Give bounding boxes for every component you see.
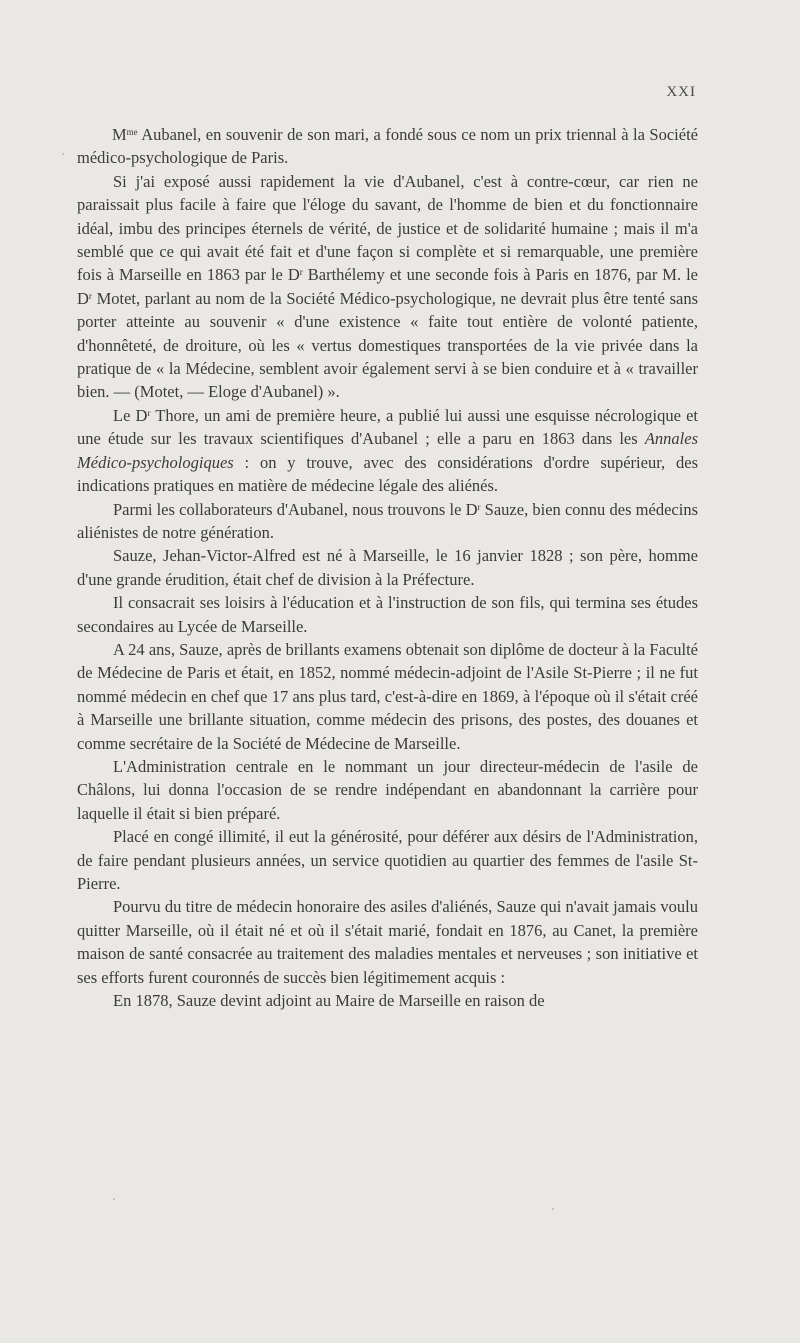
paragraph [77,404,698,498]
paragraph [77,170,698,404]
text-run: Si j'ai exposé aussi rapidement la vie d'Aubanel, c'est à contre-cœur, car rien ne paraissait plus facile à faire que l'éloge du savant, de l'homme de bien et du fonctionnaire idéal, imbu des principes éternels de vérité, de justice et de solidarité humaine ; mais il m'a semblé que ce qui avait été fait et d'une façon si complète et si remarquable, une première fois à Marseille en 1863 par le D [77,171,698,285]
paper-speck [552,1208,554,1210]
text-run: Sauze, Jehan-Victor-Alfred est né à Marseille, le 16 janvier 1828 ; son père, homme d'une grande érudition, était chef de division à la Préfecture. [77,546,698,589]
text-run: Barthélemy et une seconde fois à Paris en 1876, par M. le D [77,265,698,308]
text-run: Placé en congé illimité, il eut la générosité, pour déférer aux désirs de l'Administration, de faire pendant plusieurs années, un service quotidien au quartier des femmes de l'asile St-Pierre. [77,827,698,893]
text-run: Il consacrait ses loisirs à l'éducation et à l'instruction de son fils, qui termina ses études secondaires au Lycée de Marseille. [77,593,698,636]
paragraph [77,895,698,989]
superscript: r [88,290,92,301]
text-run: Parmi les collaborateurs d'Aubanel, nous trouvons le D [113,499,478,519]
superscript: r [477,501,481,512]
text-run: L'Administration centrale en le nommant un jour directeur-médecin de l'asile de Châlons, lui donna l'occasion de se rendre indépendant en abandonnant la carrière pour laquelle il était si bien préparé. [77,756,698,823]
paragraph [77,989,698,1012]
text-run: : on y trouve, avec des considérations d'ordre supérieur, des indications pratiques en matière de médecine légale des aliénés. [77,452,698,496]
paper-speck [62,153,64,155]
page-number: XXI [666,84,696,100]
paragraph [77,498,698,545]
superscript: me [126,127,138,137]
paragraph [77,755,698,825]
text-run: Motet, parlant au nom de la Société Médico-psychologique, ne devrait plus être tenté sans porter atteinte au souvenir « d'une existence « faite tout entière de volonté patiente, d'honnêteté, de droiture, où les « vertus domestiques transportées de la vie privée dans la pratique de « la Médecine, semblent avoir également servi à se bien conduire et à « travailler bien. — (Motet, — Eloge d'Aubanel) ». [77,288,698,402]
text-run: Sauze, bien connu des médecins aliénistes de notre génération. [77,499,698,542]
paper-speck [113,1198,115,1200]
text-run: Pourvu du titre de médecin honoraire des asiles d'aliénés, Sauze qui n'avait jamais voulu quitter Marseille, où il était né et où il s'était marié, fondait en 1876, au Canet, la première maison de santé consacrée au traitement des maladies mentales et nerveuses ; son initiative et ses efforts furent couronnés de succès bien légitimement acquis : [77,897,698,987]
paragraph [77,544,698,591]
journal-title: Annales Médico-psychologiques [77,429,698,472]
paragraph [77,591,698,638]
body-text [77,123,698,1012]
text-run: En 1878, Sauze devint adjoint au Maire de Marseille en raison de [113,991,545,1011]
text-run: M [112,125,127,144]
text-run: Aubanel, en souvenir de son mari, a fondé sous ce nom un prix triennal à la Société médico-psychologique de Paris. [77,125,698,168]
superscript: r [147,407,151,418]
text-run: A 24 ans, Sauze, après de brillants examens obtenait son diplôme de docteur à la Faculté de Médecine de Paris et était, en 1852, nommé médecin-adjoint de l'Asile St-Pierre ; il ne fut nommé médecin en chef que 17 ans plus tard, c'est-à-dire en 1869, à l'époque où il s'était créé à Marseille une brillante situation, comme médecin des prisons, des postes, des douanes et comme secrétaire de la Société de Médecine de Marseille. [77,639,698,753]
text-run: Thore, un ami de première heure, a publié lui aussi une esquisse nécrologique et une étude sur les travaux scientifiques d'Aubanel ; elle a paru en 1863 dans les [77,405,698,449]
text-run: Le D [113,405,148,425]
paragraph [77,638,698,755]
superscript: r [299,267,303,278]
paragraph [77,825,698,895]
paragraph [77,123,698,170]
